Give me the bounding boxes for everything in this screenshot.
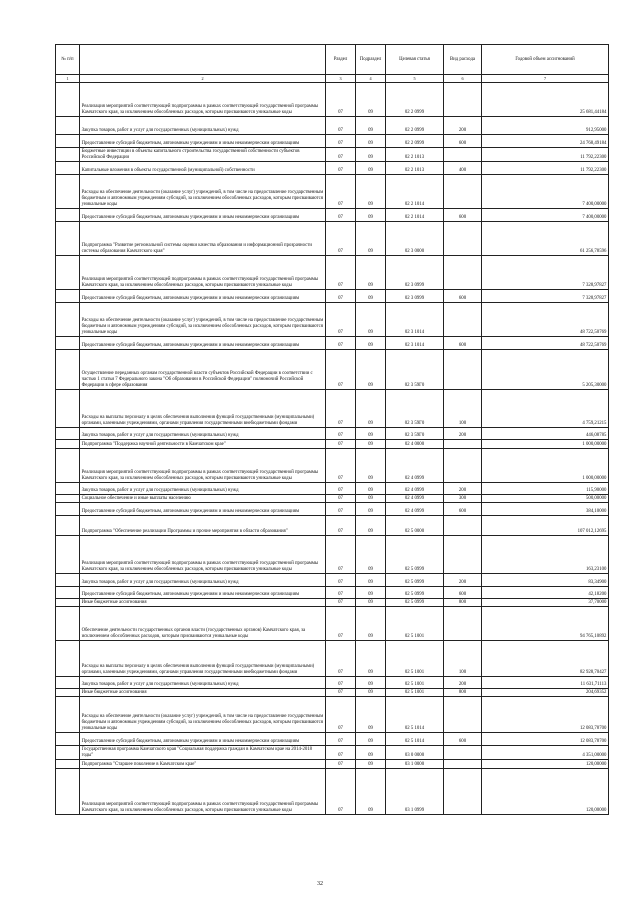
row-amount-cell: 48 722,50769 <box>482 303 609 337</box>
row-amount-cell: 7 328,97827 <box>482 290 609 303</box>
row-target-article-cell: 03 0 0000 <box>386 746 444 760</box>
row-name-cell: Реализация мероприятий соответствующей подпрограммы в рамках соответствующей государственной программы Камчатского края, за исключением обособленных расходов, которым присваиваются уникальные коды <box>80 536 326 574</box>
row-name-cell: Предоставление субсидий бюджетным, автономным учреждениям и иным некоммерческим организациям <box>80 135 326 148</box>
row-amount-cell: 61 256,78596 <box>482 222 609 256</box>
row-name-cell: Закупка товаров, работ и услуг для государственных (муниципальных) нужд <box>80 677 326 689</box>
row-razdel-cell: 07 <box>326 769 356 815</box>
row-amount-cell: 204,69352 <box>482 689 609 697</box>
row-target-article-cell: 02 4 0999 <box>386 483 444 495</box>
row-number-cell <box>56 117 80 135</box>
row-podrazdel-cell: 09 <box>356 117 386 135</box>
row-target-article-cell: 02 3 1014 <box>386 303 444 337</box>
row-name-cell: Социальное обеспечение и иные выплаты населению <box>80 495 326 503</box>
row-razdel-cell: 07 <box>326 222 356 256</box>
row-razdel-cell: 07 <box>326 256 356 290</box>
row-razdel-cell: 07 <box>326 117 356 135</box>
row-podrazdel-cell: 09 <box>356 256 386 290</box>
row-podrazdel-cell: 09 <box>356 641 386 677</box>
row-name-cell: Расходы на обеспечение деятельности (оказание услуг) учреждений, в том числе на предоставление государственным бюджетным и автономным учреждениям субсидий, за исключением обособленных расходов, которым присваиваются уникальные коды <box>80 175 326 209</box>
row-amount-cell: 107 012,12695 <box>482 516 609 536</box>
row-name-cell: Иные бюджетные ассигнования <box>80 599 326 607</box>
row-expense-type-cell <box>444 607 482 641</box>
row-target-article-cell: 02 3 59Г0 <box>386 428 444 440</box>
row-number-cell <box>56 428 80 440</box>
row-name-cell: Капитальные вложения в объекты государственной (муниципальной) собственности <box>80 162 326 175</box>
row-razdel-cell: 07 <box>326 516 356 536</box>
row-amount-cell: 7 400,00000 <box>482 209 609 222</box>
row-amount-cell: 120,00000 <box>482 760 609 769</box>
row-number-cell <box>56 599 80 607</box>
row-target-article-cell: 02 5 1001 <box>386 677 444 689</box>
table-row <box>56 641 609 677</box>
row-razdel-cell: 07 <box>326 760 356 769</box>
row-amount-cell: 94 765,10892 <box>482 607 609 641</box>
table-row <box>56 256 609 290</box>
row-amount-cell: 11 792,22300 <box>482 148 609 162</box>
row-expense-type-cell <box>444 83 482 117</box>
row-podrazdel-cell: 09 <box>356 574 386 587</box>
table-row <box>56 350 609 390</box>
row-number-cell <box>56 516 80 536</box>
row-amount-cell: 83,34900 <box>482 574 609 587</box>
row-number-cell <box>56 483 80 495</box>
column-number: 3 <box>326 75 356 83</box>
row-podrazdel-cell: 09 <box>356 536 386 574</box>
row-name-cell: Обеспечение деятельности государственных органов власти (государственных органов) Камчатского края, за исключением обособленных расходов, которым присваиваются уникальные коды <box>80 607 326 641</box>
row-target-article-cell: 02 5 1001 <box>386 641 444 677</box>
row-number-cell <box>56 677 80 689</box>
row-target-article-cell: 02 4 0999 <box>386 503 444 516</box>
row-number-cell <box>56 83 80 117</box>
row-amount-cell: 4 351,00000 <box>482 746 609 760</box>
row-amount-cell: 446,08785 <box>482 428 609 440</box>
row-expense-type-cell: 100 <box>444 641 482 677</box>
row-number-cell <box>56 503 80 516</box>
row-number-cell <box>56 733 80 746</box>
row-amount-cell: 82 928,70427 <box>482 641 609 677</box>
header-podrazdel: Подраздел <box>356 45 386 75</box>
row-number-cell <box>56 697 80 733</box>
row-target-article-cell: 03 1 0000 <box>386 760 444 769</box>
row-razdel-cell: 07 <box>326 483 356 495</box>
row-expense-type-cell <box>444 746 482 760</box>
table-row <box>56 536 609 574</box>
table-row <box>56 290 609 303</box>
row-expense-type-cell <box>444 536 482 574</box>
row-razdel-cell: 07 <box>326 290 356 303</box>
table-row <box>56 428 609 440</box>
row-expense-type-cell: 600 <box>444 209 482 222</box>
row-number-cell <box>56 641 80 677</box>
row-razdel-cell: 07 <box>326 390 356 428</box>
row-name-cell: Закупка товаров, работ и услуг для государственных (муниципальных) нужд <box>80 574 326 587</box>
row-amount-cell: 12 083,78700 <box>482 733 609 746</box>
row-target-article-cell: 02 5 0999 <box>386 587 444 599</box>
header-name <box>80 45 326 75</box>
row-amount-cell: 384,10000 <box>482 503 609 516</box>
row-expense-type-cell <box>444 440 482 449</box>
row-number-cell <box>56 148 80 162</box>
row-expense-type-cell: 600 <box>444 503 482 516</box>
row-number-cell <box>56 536 80 574</box>
row-target-article-cell: 02 2 1014 <box>386 175 444 209</box>
row-expense-type-cell: 200 <box>444 483 482 495</box>
row-number-cell <box>56 449 80 483</box>
row-razdel-cell: 07 <box>326 175 356 209</box>
row-number-cell <box>56 760 80 769</box>
row-razdel-cell: 07 <box>326 162 356 175</box>
header-num: № п/п <box>56 45 80 75</box>
row-number-cell <box>56 290 80 303</box>
table-row <box>56 769 609 815</box>
row-razdel-cell: 07 <box>326 599 356 607</box>
row-amount-cell: 48 722,50769 <box>482 337 609 350</box>
table-row <box>56 574 609 587</box>
row-number-cell <box>56 337 80 350</box>
row-target-article-cell: 02 4 0999 <box>386 495 444 503</box>
row-target-article-cell: 02 2 0999 <box>386 117 444 135</box>
row-razdel-cell: 07 <box>326 641 356 677</box>
row-amount-cell: 7 400,00000 <box>482 175 609 209</box>
table-body <box>56 83 609 815</box>
row-target-article-cell: 02 5 0999 <box>386 574 444 587</box>
row-target-article-cell: 02 3 0000 <box>386 222 444 256</box>
row-razdel-cell: 07 <box>326 746 356 760</box>
row-number-cell <box>56 587 80 599</box>
table-row <box>56 677 609 689</box>
row-amount-cell: 25 681,44184 <box>482 83 609 117</box>
row-target-article-cell: 02 5 1001 <box>386 689 444 697</box>
row-target-article-cell: 02 5 0000 <box>386 516 444 536</box>
row-name-cell: Расходы на выплаты персоналу в целях обеспечения выполнения функций государственными (муниципальными) органами, казенными учреждениями, органами управления государственными внебюджетными фондами <box>80 390 326 428</box>
row-amount-cell: 11 631,71113 <box>482 677 609 689</box>
row-number-cell <box>56 390 80 428</box>
row-number-cell <box>56 574 80 587</box>
row-target-article-cell: 02 4 0000 <box>386 440 444 449</box>
row-target-article-cell: 02 3 59Г0 <box>386 390 444 428</box>
table-row <box>56 175 609 209</box>
row-target-article-cell: 02 5 0999 <box>386 536 444 574</box>
row-podrazdel-cell: 09 <box>356 428 386 440</box>
row-expense-type-cell: 800 <box>444 689 482 697</box>
row-name-cell: Закупка товаров, работ и услуг для государственных (муниципальных) нужд <box>80 117 326 135</box>
table-row <box>56 162 609 175</box>
table-row <box>56 516 609 536</box>
column-number: 4 <box>356 75 386 83</box>
row-amount-cell: 5 205,30000 <box>482 350 609 390</box>
row-amount-cell: 12 083,78700 <box>482 697 609 733</box>
table-row <box>56 337 609 350</box>
row-podrazdel-cell: 09 <box>356 677 386 689</box>
row-razdel-cell: 07 <box>326 677 356 689</box>
row-target-article-cell: 02 5 0999 <box>386 599 444 607</box>
column-number: 5 <box>386 75 444 83</box>
row-razdel-cell: 07 <box>326 495 356 503</box>
row-podrazdel-cell: 09 <box>356 746 386 760</box>
table-row <box>56 689 609 697</box>
row-podrazdel-cell: 09 <box>356 337 386 350</box>
row-name-cell: Реализация мероприятий соответствующей подпрограммы в рамках соответствующей государственной программы Камчатского края, за исключением обособленных расходов, которым присваиваются уникальные коды <box>80 769 326 815</box>
row-podrazdel-cell: 09 <box>356 222 386 256</box>
row-podrazdel-cell: 09 <box>356 503 386 516</box>
header-razdel: Раздел <box>326 45 356 75</box>
table-row <box>56 483 609 495</box>
table-row <box>56 148 609 162</box>
row-razdel-cell: 07 <box>326 689 356 697</box>
row-number-cell <box>56 222 80 256</box>
row-target-article-cell: 02 3 1014 <box>386 337 444 350</box>
table-row <box>56 760 609 769</box>
row-podrazdel-cell: 09 <box>356 689 386 697</box>
row-name-cell: Закупка товаров, работ и услуг для государственных (муниципальных) нужд <box>80 483 326 495</box>
row-target-article-cell: 02 2 1014 <box>386 209 444 222</box>
row-razdel-cell: 07 <box>326 733 356 746</box>
row-name-cell: Предоставление субсидий бюджетным, автономным учреждениям и иным некоммерческим организациям <box>80 337 326 350</box>
row-podrazdel-cell: 09 <box>356 733 386 746</box>
row-expense-type-cell: 600 <box>444 337 482 350</box>
row-target-article-cell: 02 5 1014 <box>386 697 444 733</box>
row-expense-type-cell <box>444 350 482 390</box>
row-razdel-cell: 07 <box>326 135 356 148</box>
row-podrazdel-cell: 09 <box>356 769 386 815</box>
header-target-article: Целевая статья <box>386 45 444 75</box>
row-name-cell: Предоставление субсидий бюджетным, автономным учреждениям и иным некоммерческим организациям <box>80 209 326 222</box>
row-podrazdel-cell: 09 <box>356 83 386 117</box>
row-amount-cell: 37,70000 <box>482 599 609 607</box>
row-razdel-cell: 07 <box>326 209 356 222</box>
row-expense-type-cell: 600 <box>444 733 482 746</box>
row-podrazdel-cell: 09 <box>356 599 386 607</box>
row-podrazdel-cell: 09 <box>356 162 386 175</box>
row-amount-cell: 11 792,22300 <box>482 162 609 175</box>
row-podrazdel-cell: 09 <box>356 449 386 483</box>
row-amount-cell: 24 768,49184 <box>482 135 609 148</box>
row-razdel-cell: 07 <box>326 607 356 641</box>
row-amount-cell: 120,00000 <box>482 769 609 815</box>
row-amount-cell: 1 000,00000 <box>482 449 609 483</box>
row-amount-cell: 163,23100 <box>482 536 609 574</box>
table-row <box>56 440 609 449</box>
row-podrazdel-cell: 09 <box>356 350 386 390</box>
row-number-cell <box>56 350 80 390</box>
row-expense-type-cell <box>444 222 482 256</box>
row-name-cell: Реализация мероприятий соответствующей подпрограммы в рамках соответствующей государственной программы Камчатского края, за исключением обособленных расходов, которым присваиваются уникальные коды <box>80 449 326 483</box>
row-name-cell: Реализация мероприятий соответствующей подпрограммы в рамках соответствующей государственной программы Камчатского края, за исключением обособленных расходов, которым присваиваются уникальные коды <box>80 256 326 290</box>
row-razdel-cell: 07 <box>326 83 356 117</box>
row-target-article-cell: 02 2 0999 <box>386 83 444 117</box>
row-name-cell: Реализация мероприятий соответствующей подпрограммы в рамках соответствующей государственной программы Камчатского края, за исключением обособленных расходов, которым присваиваются уникальные коды <box>80 83 326 117</box>
table-row <box>56 746 609 760</box>
row-expense-type-cell <box>444 256 482 290</box>
row-razdel-cell: 07 <box>326 440 356 449</box>
row-expense-type-cell: 200 <box>444 117 482 135</box>
row-target-article-cell: 02 3 59Г0 <box>386 350 444 390</box>
column-number: 1 <box>56 75 80 83</box>
table-row <box>56 135 609 148</box>
row-number-cell <box>56 135 80 148</box>
row-amount-cell: 115,90000 <box>482 483 609 495</box>
row-name-cell: Бюджетные инвестиции в объекты капитального строительства государственной собственности субъектов Российской Федерации <box>80 148 326 162</box>
row-name-cell: Предоставление субсидий бюджетным, автономным учреждениям и иным некоммерческим организациям <box>80 587 326 599</box>
row-expense-type-cell: 600 <box>444 587 482 599</box>
row-number-cell <box>56 209 80 222</box>
row-razdel-cell: 07 <box>326 503 356 516</box>
row-expense-type-cell: 100 <box>444 390 482 428</box>
row-podrazdel-cell: 09 <box>356 587 386 599</box>
row-podrazdel-cell: 09 <box>356 390 386 428</box>
row-podrazdel-cell: 09 <box>356 148 386 162</box>
table-row <box>56 83 609 117</box>
row-expense-type-cell: 200 <box>444 428 482 440</box>
table-row <box>56 503 609 516</box>
row-name-cell: Государственная программа Камчатского края "Социальная поддержка граждан в Камчатском крае на 2014-2018 годы" <box>80 746 326 760</box>
row-name-cell: Предоставление субсидий бюджетным, автономным учреждениям и иным некоммерческим организациям <box>80 290 326 303</box>
row-podrazdel-cell: 09 <box>356 135 386 148</box>
header-expense-type: Вид расхода <box>444 45 482 75</box>
row-name-cell: Расходы на выплаты персоналу в целях обеспечения выполнения функций государственными (муниципальными) органами, казенными учреждениями, органами управления государственными внебюджетными фондами <box>80 641 326 677</box>
table-row <box>56 599 609 607</box>
row-number-cell <box>56 256 80 290</box>
row-expense-type-cell <box>444 516 482 536</box>
row-amount-cell: 4 759,21215 <box>482 390 609 428</box>
column-number: 7 <box>482 75 609 83</box>
row-expense-type-cell <box>444 697 482 733</box>
table-row <box>56 303 609 337</box>
row-number-cell <box>56 495 80 503</box>
row-razdel-cell: 07 <box>326 536 356 574</box>
row-podrazdel-cell: 09 <box>356 760 386 769</box>
row-expense-type-cell <box>444 175 482 209</box>
row-podrazdel-cell: 09 <box>356 483 386 495</box>
row-name-cell: Закупка товаров, работ и услуг для государственных (муниципальных) нужд <box>80 428 326 440</box>
row-podrazdel-cell: 09 <box>356 303 386 337</box>
row-number-cell <box>56 769 80 815</box>
row-expense-type-cell: 600 <box>444 290 482 303</box>
row-target-article-cell: 02 2 1013 <box>386 162 444 175</box>
table-row <box>56 697 609 733</box>
table-row <box>56 390 609 428</box>
row-number-cell <box>56 746 80 760</box>
row-expense-type-cell <box>444 760 482 769</box>
row-name-cell: Подпрограмма "Обеспечение реализации Программы и прочие мероприятия в области образования" <box>80 516 326 536</box>
row-expense-type-cell: 400 <box>444 162 482 175</box>
table-row <box>56 587 609 599</box>
row-amount-cell: 7 328,97827 <box>482 256 609 290</box>
row-expense-type-cell: 300 <box>444 495 482 503</box>
row-target-article-cell: 03 1 0999 <box>386 769 444 815</box>
table-row <box>56 495 609 503</box>
row-razdel-cell: 07 <box>326 148 356 162</box>
row-expense-type-cell: 200 <box>444 677 482 689</box>
row-amount-cell: 42,18200 <box>482 587 609 599</box>
row-number-cell <box>56 689 80 697</box>
row-number-cell <box>56 607 80 641</box>
row-target-article-cell: 02 3 0999 <box>386 290 444 303</box>
table-row <box>56 733 609 746</box>
row-razdel-cell: 07 <box>326 337 356 350</box>
table-row <box>56 117 609 135</box>
row-expense-type-cell <box>444 449 482 483</box>
table-row <box>56 222 609 256</box>
row-razdel-cell: 07 <box>326 350 356 390</box>
table-row <box>56 209 609 222</box>
row-podrazdel-cell: 09 <box>356 607 386 641</box>
row-name-cell: Предоставление субсидий бюджетным, автономным учреждениям и иным некоммерческим организациям <box>80 503 326 516</box>
row-target-article-cell: 02 2 0999 <box>386 135 444 148</box>
budget-table <box>55 44 609 815</box>
row-razdel-cell: 07 <box>326 697 356 733</box>
header-row <box>56 45 609 75</box>
row-podrazdel-cell: 09 <box>356 290 386 303</box>
row-name-cell: Подпрограмма "Поддержка научной деятельности в Камчатском крае" <box>80 440 326 449</box>
row-podrazdel-cell: 09 <box>356 440 386 449</box>
row-name-cell: Предоставление субсидий бюджетным, автономным учреждениям и иным некоммерческим организациям <box>80 733 326 746</box>
row-expense-type-cell: 600 <box>444 135 482 148</box>
row-number-cell <box>56 303 80 337</box>
row-target-article-cell: 02 3 0999 <box>386 256 444 290</box>
header-amount: Годовой объем ассигнований <box>482 45 609 75</box>
row-target-article-cell: 02 4 0999 <box>386 449 444 483</box>
row-amount-cell: 912,95000 <box>482 117 609 135</box>
row-number-cell <box>56 440 80 449</box>
page-number: 32 <box>317 881 323 887</box>
row-name-cell: Расходы на обеспечение деятельности (оказание услуг) учреждений, в том числе на предоставление государственным бюджетным и автономным учреждениям субсидий, за исключением обособленных расходов, которым присваиваются уникальные коды <box>80 697 326 733</box>
column-number: 6 <box>444 75 482 83</box>
row-name-cell: Подпрограмма "Развитие региональной системы оценки качества образования и информационной прозрачности системы образования Камчатского края" <box>80 222 326 256</box>
table-row <box>56 607 609 641</box>
row-podrazdel-cell: 09 <box>356 175 386 209</box>
row-razdel-cell: 07 <box>326 303 356 337</box>
row-razdel-cell: 07 <box>326 428 356 440</box>
column-number: 2 <box>80 75 326 83</box>
row-name-cell: Осуществление переданных органам государственной власти субъектов Российской Федерации в соответствии с частью 1 статьи 7 Федерального закона "Об образовании в Российской Федерации" полномочий Российской Федерации в сфере образования <box>80 350 326 390</box>
row-number-cell <box>56 175 80 209</box>
row-target-article-cell: 02 5 1014 <box>386 733 444 746</box>
row-expense-type-cell: 200 <box>444 574 482 587</box>
row-target-article-cell: 02 5 1001 <box>386 607 444 641</box>
row-razdel-cell: 07 <box>326 587 356 599</box>
row-expense-type-cell <box>444 303 482 337</box>
row-razdel-cell: 07 <box>326 449 356 483</box>
row-amount-cell: 500,00000 <box>482 495 609 503</box>
row-razdel-cell: 07 <box>326 574 356 587</box>
row-name-cell: Расходы на обеспечение деятельности (оказание услуг) учреждений, в том числе на предоставление государственным бюджетным и автономным учреждениям субсидий, за исключением обособленных расходов, которым присваиваются уникальные коды <box>80 303 326 337</box>
column-number-row <box>56 75 609 83</box>
row-expense-type-cell: 800 <box>444 599 482 607</box>
row-target-article-cell: 02 2 1013 <box>386 148 444 162</box>
row-name-cell: Подпрограмма "Старшее поколение в Камчатском крае" <box>80 760 326 769</box>
table-row <box>56 449 609 483</box>
row-number-cell <box>56 162 80 175</box>
row-name-cell: Иные бюджетные ассигнования <box>80 689 326 697</box>
row-amount-cell: 1 000,00000 <box>482 440 609 449</box>
row-expense-type-cell <box>444 148 482 162</box>
row-podrazdel-cell: 09 <box>356 697 386 733</box>
row-podrazdel-cell: 09 <box>356 209 386 222</box>
row-podrazdel-cell: 09 <box>356 495 386 503</box>
row-podrazdel-cell: 09 <box>356 516 386 536</box>
row-expense-type-cell <box>444 769 482 815</box>
